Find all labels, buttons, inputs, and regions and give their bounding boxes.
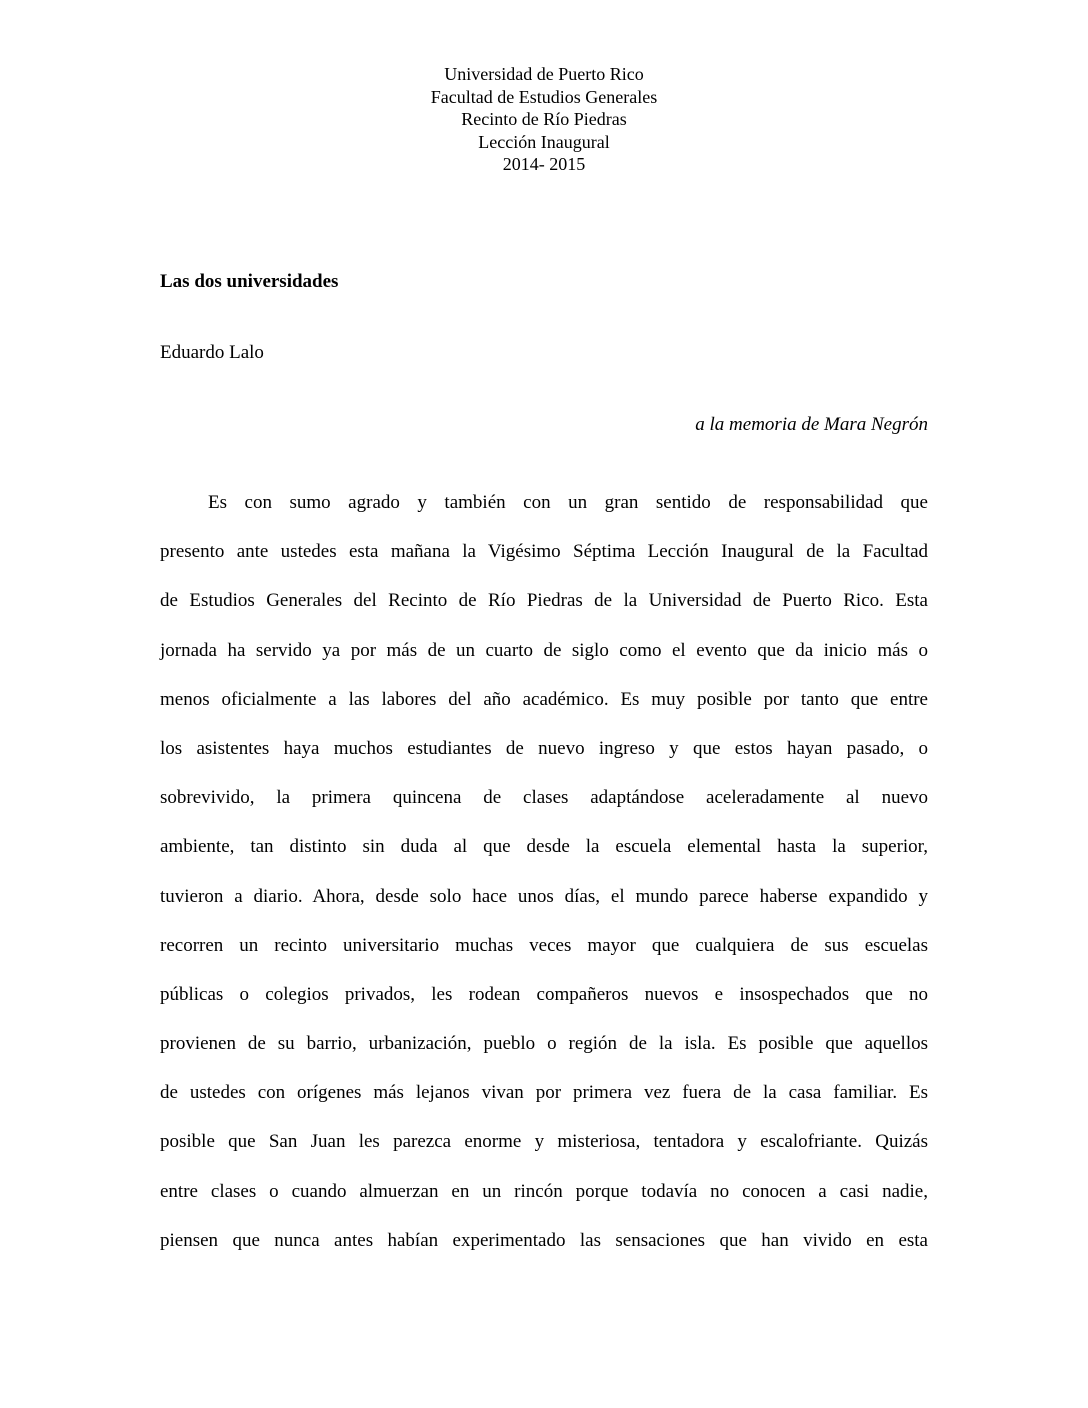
body-line: recorren un recinto universitario muchas veces mayor que cualquiera de sus escuelas xyxy=(160,934,928,956)
header-year: 2014- 2015 xyxy=(502,154,586,174)
body-line: ambiente, tan distinto sin duda al que desde la escuela elemental hasta la superior, xyxy=(160,836,928,858)
body-line: sobrevivido, la primera quincena de clases adaptándose aceleradamente al nuevo xyxy=(160,787,928,809)
header-event: Lección Inaugural xyxy=(478,131,610,152)
body-line: los asistentes haya muchos estudiantes de nuevo ingreso y que estos hayan pasado, o xyxy=(160,737,928,759)
body-line: tuvieron a diario. Ahora, desde solo hace unos días, el mundo parece haberse expandido y xyxy=(160,885,928,907)
body-line: jornada ha servido ya por más de un cuarto de siglo como el evento que da inicio más o xyxy=(160,639,928,661)
body-line: entre clases o cuando almuerzan en un rincón porque todavía no conocen a casi nadie, xyxy=(160,1180,928,1202)
body-line: Es con sumo agrado y también con un gran sentido de responsabilidad que xyxy=(208,492,928,513)
body-line: de ustedes con orígenes más lejanos vivan por primera vez fuera de la casa familiar. Es xyxy=(160,1082,928,1104)
body-line: piensen que nunca antes habían experimentado las sensaciones que han vivido en esta xyxy=(160,1229,928,1251)
header-campus: Recinto de Río Piedras xyxy=(461,109,627,129)
body-line: públicas o colegios privados, les rodean compañeros nuevos e insospechados que no xyxy=(160,983,928,1005)
body-paragraph xyxy=(160,478,928,1265)
body-line: posible que San Juan les parezca enorme y misteriosa, tentadora y escalofriante. Quizás xyxy=(160,1131,928,1153)
body-line: presento ante ustedes esta mañana la Vigésimo Séptima Lección Inaugural de la Facultad xyxy=(160,541,928,563)
document-author: Eduardo Lalo xyxy=(160,342,264,363)
institution-header xyxy=(0,63,1088,176)
body-line: provienen de su barrio, urbanización, pueblo o región de la isla. Es posible que aquellos xyxy=(160,1033,928,1055)
header-faculty: Facultad de Estudios Generales xyxy=(430,86,658,107)
document-title: Las dos universidades xyxy=(160,271,339,292)
dedication: a la memoria de Mara Negrón xyxy=(695,414,928,435)
body-line: de Estudios Generales del Recinto de Río Piedras de la Universidad de Puerto Rico. Esta xyxy=(160,590,928,612)
header-university: Universidad de Puerto Rico xyxy=(444,64,644,84)
body-line: menos oficialmente a las labores del año académico. Es muy posible por tanto que entre xyxy=(160,688,928,710)
